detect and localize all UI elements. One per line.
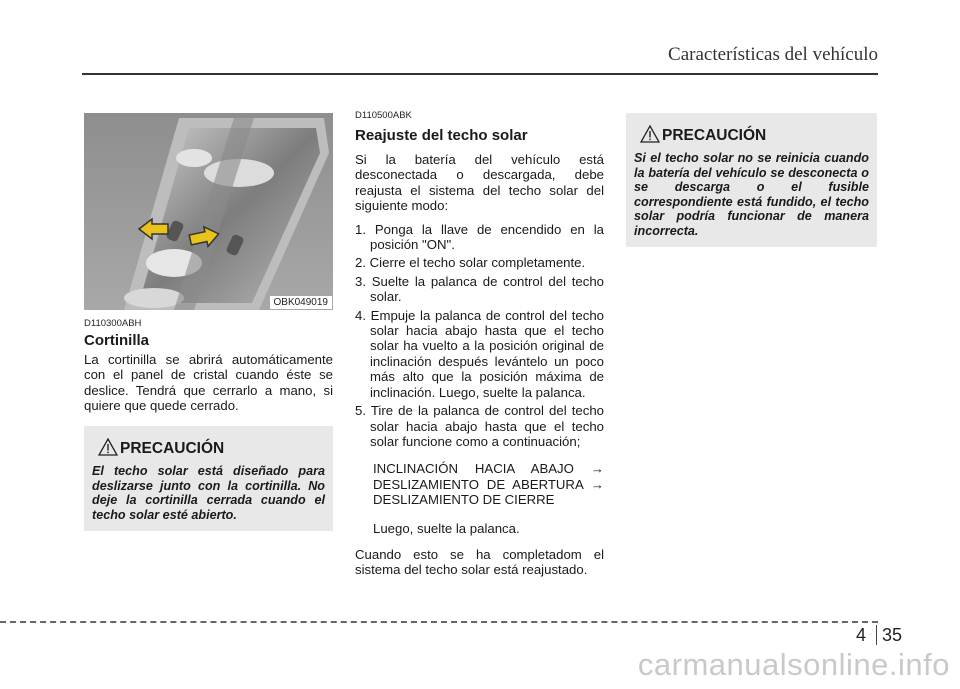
footer-rule [0, 621, 878, 623]
caution-title: PRECAUCIÓN [662, 127, 767, 144]
caution-text: Si el techo solar no se reinicia cuando la batería del vehículo se desconecta o se descarga o el fusible correspondiente está fundido, el techo solar podría funcionar de manera incorrecta. [634, 151, 869, 238]
header-rule [82, 73, 878, 75]
closing-text: Cuando esto se ha completadom el sistema del techo solar está reajustado. [355, 546, 604, 578]
warning-triangle-icon [640, 125, 660, 143]
cortinilla-section [84, 318, 333, 414]
page-chapter: 4 [856, 625, 867, 645]
warning-triangle-icon [98, 438, 118, 456]
section-title: Cortinilla [84, 332, 150, 349]
list-item: 3. Suelte la palanca de control del techo solar. [355, 273, 604, 305]
caution-title: PRECAUCIÓN [120, 440, 225, 457]
list-item: 5. Tire de la palanca de control del techo solar hacia abajo hasta que el techo solar funcione como a continuación; [355, 403, 604, 449]
section-code: D110500ABK [355, 110, 412, 121]
sunroof-photo [84, 113, 333, 310]
reajuste-section [355, 110, 604, 578]
caution-box-reset [626, 113, 877, 247]
page-separator [876, 625, 877, 645]
caution-box-cortinilla [84, 426, 333, 531]
section-code: D110300ABH [84, 318, 142, 329]
section-text: La cortinilla se abrirá automáticamente con el panel de cristal cuando éste se deslice. Tendrá que cerrarlo a mano, si quiere que quede cerrado. [84, 352, 333, 414]
section-intro: Si la batería del vehículo está desconectada o descargada, debe reajusta el sistema del techo solar del siguiente modo: [355, 152, 604, 214]
section-title: Reajuste del techo solar [355, 127, 528, 144]
photo-code: OBK049019 [270, 296, 333, 309]
list-item: 2. Cierre el techo solar completamente. [355, 255, 586, 271]
list-item: 1. Ponga la llave de encendido en la posición "ON". [355, 221, 604, 253]
watermark: carmanualsonline.info [637, 647, 950, 682]
movement-sequence: INCLINACIÓN HACIA ABAJO → DESLIZAMIENTO DE ABERTURA → DESLIZAMIENTO DE CIERRE [373, 461, 604, 508]
list-item: 4. Empuje la palanca de control del techo solar hacia abajo hasta que el techo solar ha vuelto a la posición original de inclinación después levántelo un poco más alto que la posición máxima de inclinación. Luego, suelte la palanca. [355, 307, 604, 400]
release-note: Luego, suelte la palanca. [373, 520, 520, 536]
caution-text: El techo solar está diseñado para deslizarse junto con la cortinilla. No deje la cortinilla cerrada cuando el techo solar esté abierto. [92, 464, 325, 522]
page-number: 35 [882, 625, 903, 645]
steps-list [355, 222, 604, 450]
chapter-header-title: Características del vehículo [668, 44, 878, 65]
